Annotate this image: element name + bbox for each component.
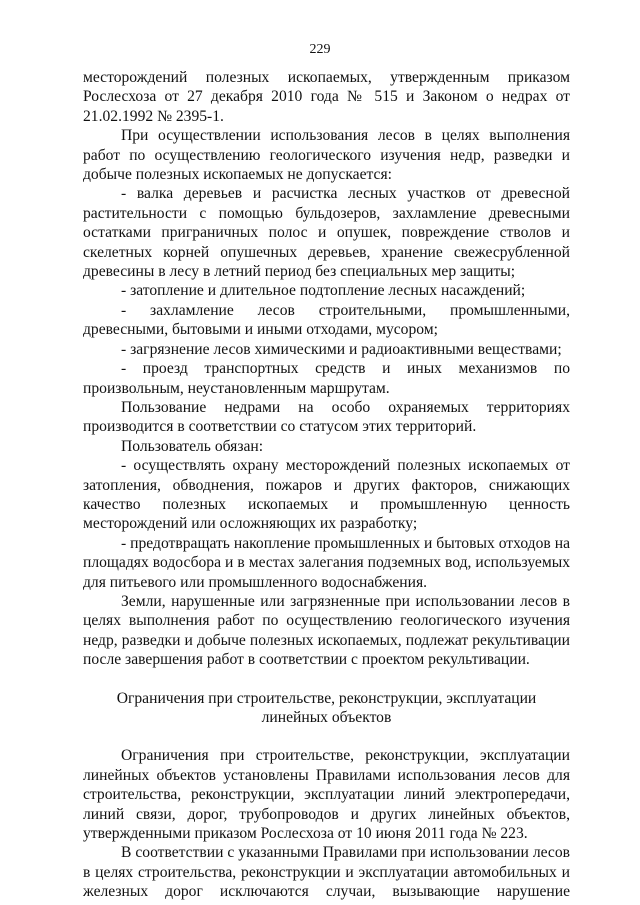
paragraph: Земли, нарушенные или загрязненные при использовании лесов в целях выполнения работ по осуществлению геологического изучения недр, разведки и добыче полезных ископаемых, подлежат рекультивации после завершения работ в соответствии с проектом рекультивации. [83, 592, 570, 669]
paragraph: - затопление и длительное подтопление лесных насаждений; [121, 282, 526, 300]
paragraph: - предотвращать накопление промышленных и бытовых отходов на площадях водосбора и в местах залегания подземных вод, используемых для питьевого или промышленного водоснабжения. [83, 534, 570, 591]
paragraph: - проезд транспортных средств и иных механизмов по произвольным, неустановленным маршрутам. [83, 360, 570, 397]
paragraph: - валка деревьев и расчистка лесных участков от древесной растительности с помощью бульдозеров, захламление древесными остатками приграничных полос и опушек, повреждение стволов и скелетных корней опушечных деревьев, хранение свежесрубленной древесины в лесу в летний период без специальных мер защиты; [83, 185, 570, 281]
paragraph: месторождений полезных ископаемых, утвержденным приказом Рослесхоза от 27 декабря 2010 года № 515 и Законом о недрах от 21.02.1992 № 2395-1. [83, 69, 570, 125]
page-number: 229 [309, 42, 331, 57]
paragraph: В соответствии с указанными Правилами при использовании лесов в целях строительства, реконструкции и эксплуатации автомобильных и железных дорог исключаются случаи, вызывающие нарушение [83, 844, 570, 901]
paragraph: - загрязнение лесов химическими и радиоактивными веществами; [121, 340, 562, 358]
heading-spacer-before [83, 670, 570, 689]
paragraph: - захламление лесов строительными, промышленными, древесными, бытовыми и иными отходами, мусором; [83, 301, 570, 339]
document-body [83, 68, 570, 902]
paragraph: При осуществлении использования лесов в целях выполнения работ по осуществлению геологического изучения недр, разведки и добыче полезных ископаемых не допускается: [83, 127, 570, 184]
bottom-section [83, 746, 570, 901]
top-section [83, 68, 570, 670]
paragraph: Пользование недрами на особо охраняемых территориях производится в соответствии со статусом этих территорий. [83, 398, 570, 436]
paragraph: - осуществлять охрану месторождений полезных ископаемых от затопления, обводнения, пожаров и других факторов, снижающих качество полезных ископаемых и промышленную ценность месторождений или осложняющих их разработку; [83, 457, 570, 533]
paragraph: Пользователь обязан: [121, 437, 264, 455]
paragraph: Ограничения при строительстве, реконструкции, эксплуатации линейных объектов установлены Правилами использования лесов для строительства, реконструкции, эксплуатации линий электропередачи, линий связи, дорог, трубопроводов и других линейных объектов, утвержденными приказом Рослесхоза от 10 июня 2011 года № 223. [83, 747, 570, 843]
section-heading: Ограничения при строительстве, реконструкции, эксплуатации линейных объектов [116, 689, 537, 726]
heading-spacer-after [83, 727, 570, 746]
